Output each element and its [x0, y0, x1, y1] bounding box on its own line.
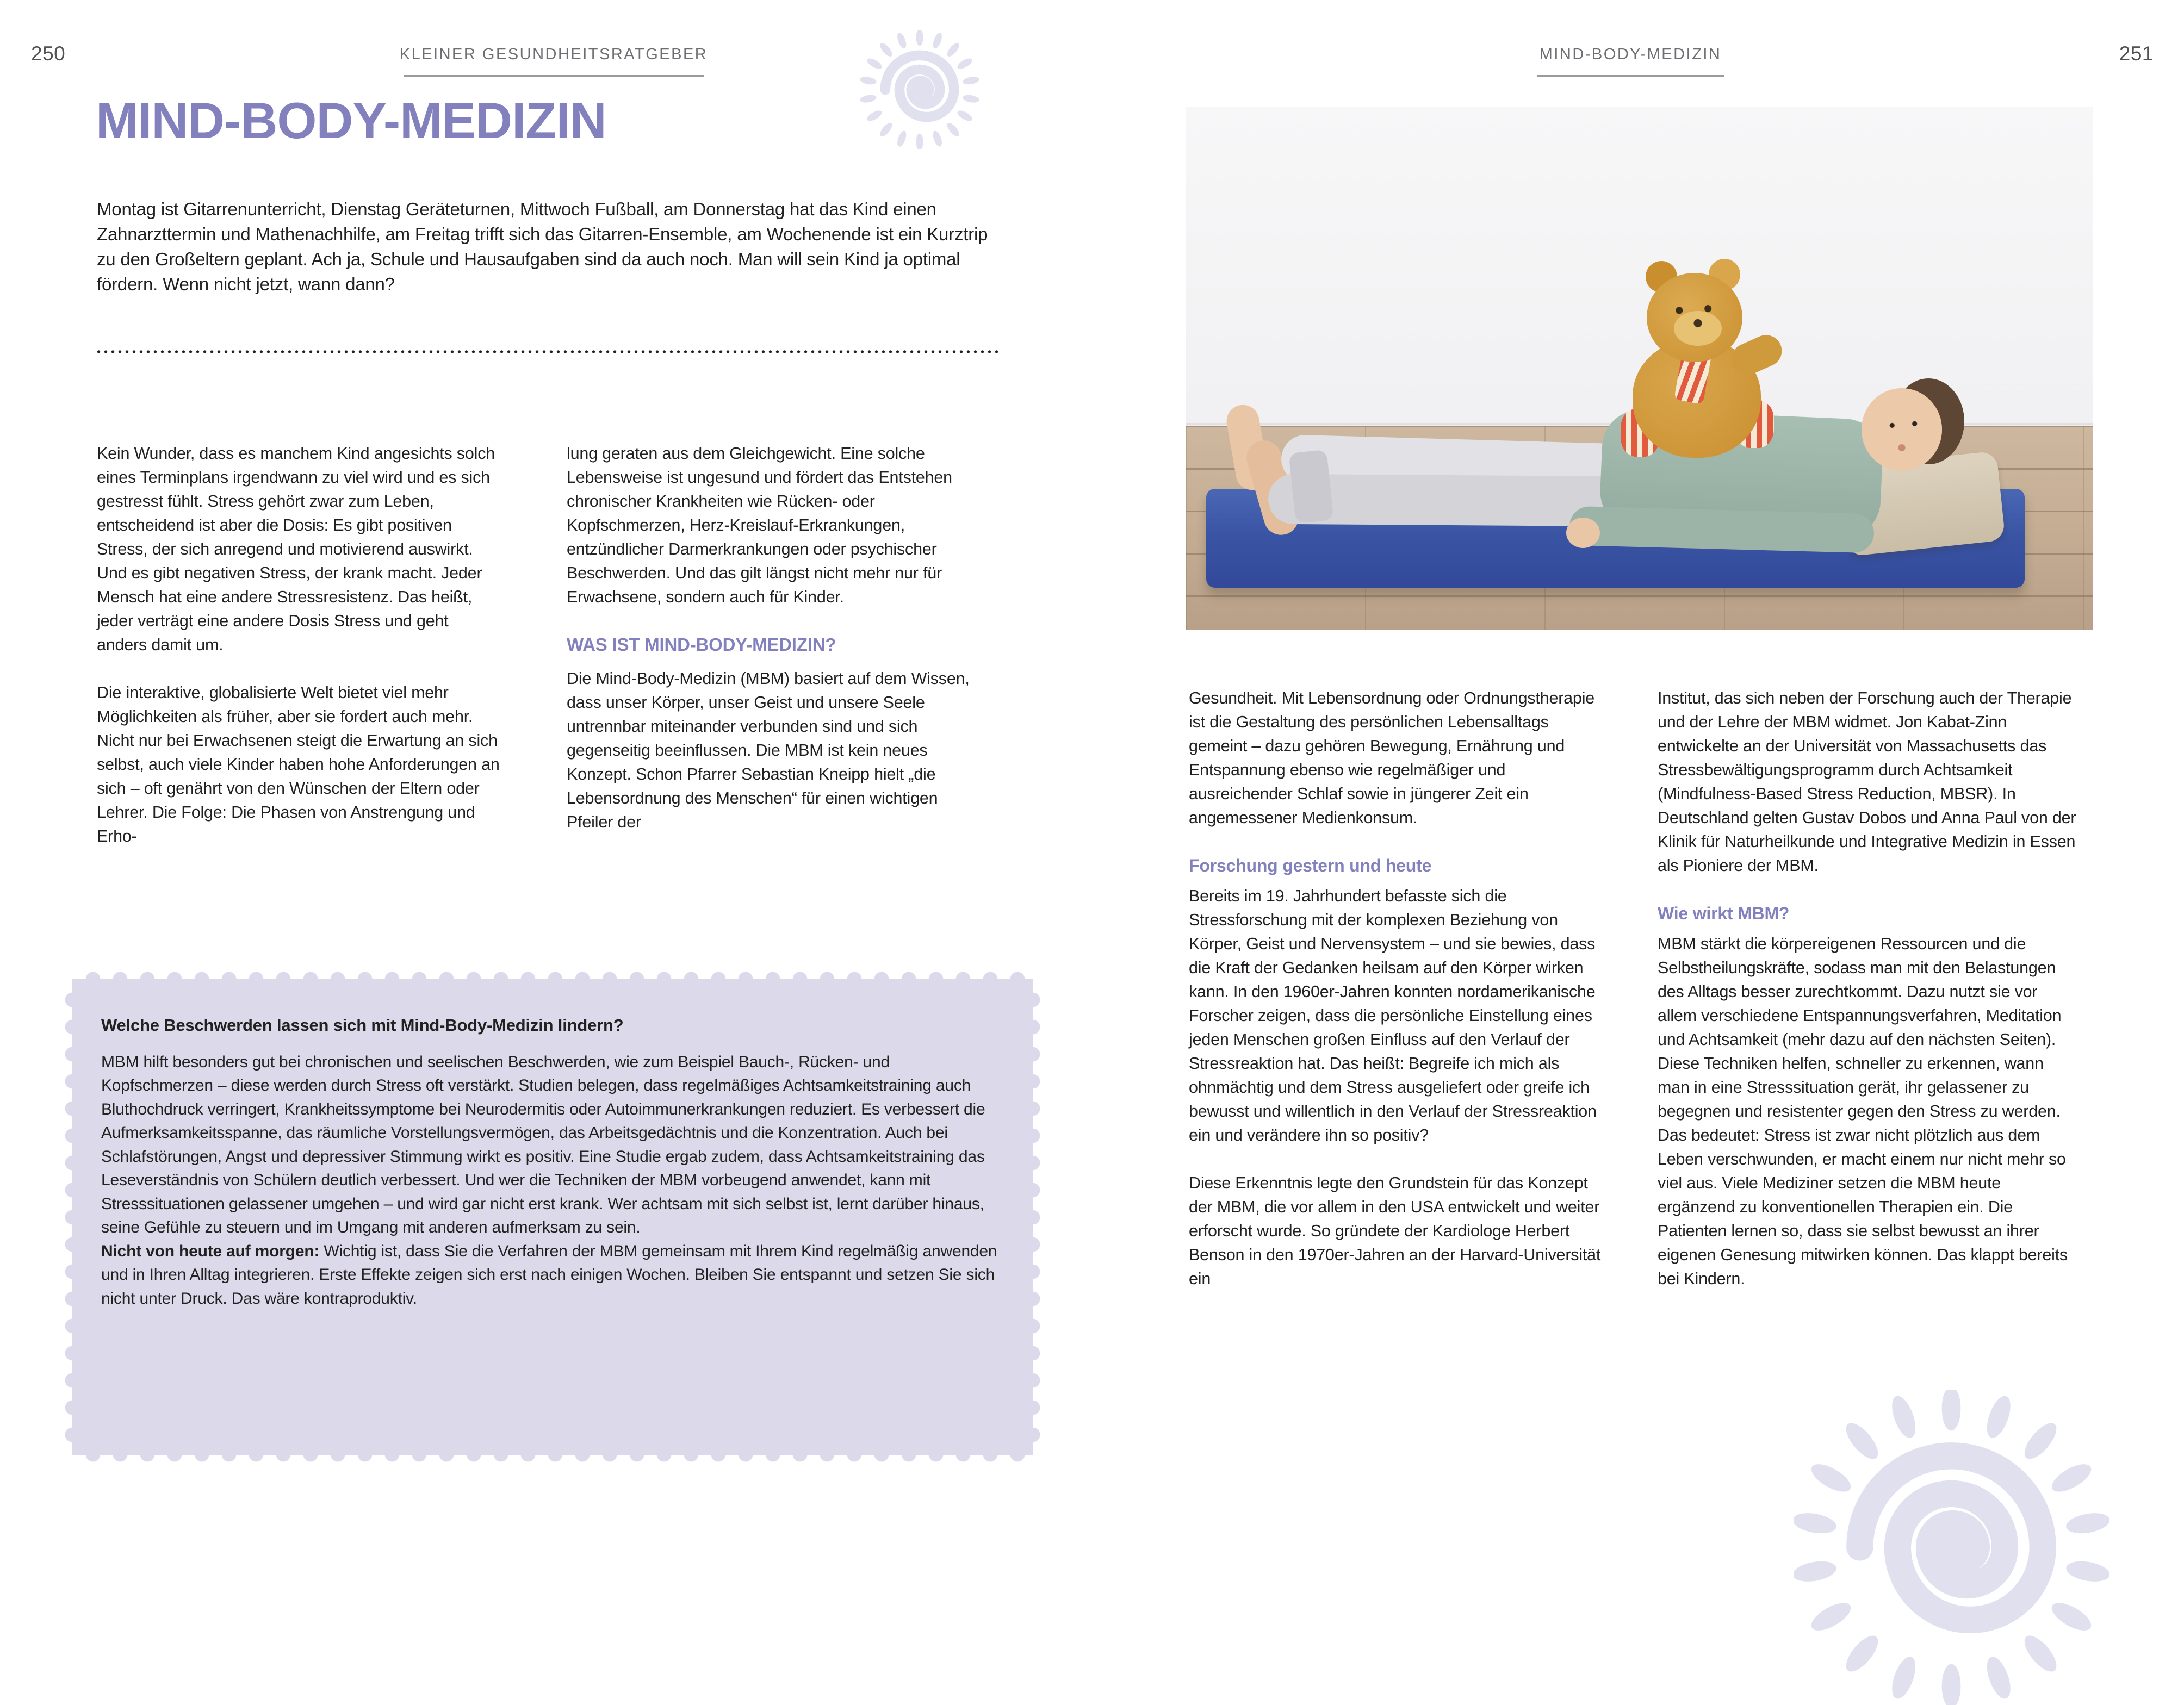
- body-paragraph: Die interaktive, globalisierte Welt bietet viel mehr Möglichkeiten als früher, aber sie fordert auch mehr. Nicht nur bei Erwachsenen steigt die Erwartung an sich selbst, auch viele Kinder haben hohe Anforderungen an sich – oft genährt von den Wünschen der Eltern oder Lehrer. Die Folge: Die Phasen von Anstrengung und Erho-: [97, 683, 500, 845]
- info-box-paragraph: MBM hilft besonders gut bei chronischen und seelischen Beschwerden, wie zum Beispiel Bauch-, Rücken- und Kopfschmerzen – diese werden durch Stress oft verstärkt. Studien belegen, dass regelmäßiges Achtsamkeitstraining auch Bluthochdruck verringert, Krankheitssymptome bei Neurodermitis oder Autoimmunerkrankungen reduziert. Es verbessert die Aufmerksamkeitsspanne, das räumliche Vorstellungsvermögen, das Arbeitsgedächtnis und die Konzentration. Auch bei Schlafstörungen, Angst und depressiver Stimmung wirkt es positiv. Eine Studie ergab zudem, dass Achtsamkeitstraining das Leseverständnis von Schülern deutlich verbessert. Und wer die Techniken der MBM vorbeugend anwendet, kann mit Stresssituationen gelassener umgehen – und wird gar nicht erst krank. Wer achtsam mit sich selbst ist, lernt darüber hinaus, seine Gefühle zu steuern und im Umgang mit anderen aufmerksam zu sein.: [101, 1053, 985, 1236]
- right-page-column-1: [1189, 686, 1608, 1315]
- info-box-text: [101, 1050, 1004, 1311]
- spiral-sun-icon: [1794, 1390, 2109, 1705]
- info-box-paragraph-2: Wichtig ist, dass Sie die Verfahren der MBM gemeinsam mit Ihrem Kind regelmäßig anwenden und in Ihren Alltag integrieren. Erste Effekte zeigen sich erst nach einigen Wochen. Bleiben Sie entspannt und setzen Sie sich nicht unter Druck. Das wäre kontraproduktiv.: [101, 1242, 997, 1308]
- body-paragraph: lung geraten aus dem Gleichgewicht. Eine solche Lebensweise ist ungesund und fördert das Entstehen chronischer Krankheiten wie Rücken- oder Kopfschmerzen, Herz-Kreislauf-Erkrankungen, entzündlicher Darmerkrankungen oder psychischer Beschwerden. Und das gilt längst nicht mehr nur für Erwachsene, sondern auch für Kinder.: [567, 444, 952, 606]
- child-hand: [1566, 518, 1600, 548]
- stamp-edge-left: [65, 986, 72, 1447]
- section-heading-wie-wirkt-mbm: Wie wirkt MBM?: [1658, 904, 1790, 923]
- body-paragraph: Bereits im 19. Jahrhundert befasste sich die Stressforschung mit der komplexen Beziehung von Körper, Geist und Nervensystem – und sie bewies, dass die Kraft der Gedanken heilsam auf den Körper wirken kann. In den 1960er-Jahren konnten nordamerikanische Forscher zeigen, dass die persönliche Einstellung eines jeden Menschen großen Einfluss auf den Verlauf der Stressreaktion hat. Das heißt: Begreife ich mich als ohnmächtig und dem Stress ausgeliefert oder greife ich bewusst und willentlich in den Verlauf der Stressreaktion ein und verändere ihn so positiv?: [1189, 887, 1597, 1144]
- right-page-column-2: [1658, 686, 2076, 1315]
- stamp-edge-bottom: [79, 1454, 1026, 1462]
- dotted-divider: [95, 349, 999, 353]
- teddy-bear-muzzle: [1674, 311, 1722, 346]
- left-page-column-2: [567, 441, 970, 858]
- page-number-left: 250: [31, 42, 66, 65]
- info-box-heading: Welche Beschwerden lassen sich mit Mind-Body-Medizin lindern?: [101, 1016, 624, 1035]
- pants-cuff: [1288, 450, 1333, 524]
- child-arm: [1569, 506, 1875, 553]
- photo-child-relaxing-with-teddy: [1186, 107, 2093, 630]
- running-header-rule-right: [1537, 75, 1724, 77]
- body-paragraph: Diese Erkenntnis legte den Grundstein für das Konzept der MBM, die vor allem in den USA entwickelt und weiter erforscht wurde. So gründete der Kardiologe Herbert Benson in den 1970er-Jahren an der Harvard-Universität ein: [1189, 1174, 1601, 1288]
- stamp-edge-right: [1033, 986, 1040, 1447]
- stamp-edge-top: [79, 972, 1026, 979]
- child-face: [1862, 388, 1942, 471]
- body-paragraph: MBM stärkt die körpereigenen Ressourcen und die Selbstheilungskräfte, sodass man mit den Belastungen des Alltags besser zurechtkommt. Dazu nutzt sie vor allem verschiedene Entspannungsverfahren, Meditation und Achtsamkeit (mehr dazu auf den nächsten Seiten). Diese Techniken helfen, schneller zu erkennen, wann man in eine Stresssituation gerät, ihr gelassener zu begegnen und resistenter gegen den Stress zu werden. Das bedeutet: Stress ist zwar nicht plötzlich aus dem Leben verschwunden, er macht einem nur nicht mehr so viel aus. Viele Mediziner setzen die MBM heute ergänzend zu konventionellen Therapien ein. Die Patienten lernen so, dass sie selbst bewusst an ihrer eigenen Genesung mitwirken können. Das klappt bereits bei Kindern.: [1658, 935, 2068, 1288]
- page-number-right: 251: [2119, 42, 2154, 65]
- info-box-bold-lead: Nicht von heute auf morgen:: [101, 1242, 320, 1260]
- spiral-sun-icon: [860, 30, 979, 149]
- running-header-right: MIND-BODY-MEDIZIN: [1539, 46, 1722, 63]
- section-heading-forschung: Forschung gestern und heute: [1189, 856, 1432, 875]
- info-box-stamp: [72, 979, 1033, 1455]
- body-paragraph: Institut, das sich neben der Forschung auch der Therapie und der Lehre der MBM widmet. Jon Kabat-Zinn entwickelte an der Universität von Massachusetts das Stressbewältigungsprogramm durch Achtsamkeit (Mindfulness-Based Stress Reduction, MBSR). In Deutschland gelten Gustav Dobos und Anna Paul von der Klinik für Naturheilkunde und Integrative Medizin in Essen als Pioniere der MBM.: [1658, 689, 2076, 875]
- intro-paragraph: Montag ist Gitarrenunterricht, Dienstag Geräteturnen, Mittwoch Fußball, am Donnerstag hat das Kind einen Zahnarzttermin und Mathenachhilfe, am Freitag trifft sich das Gitarren-Ensemble, am Wochenende ist ein Kurztrip zu den Großeltern geplant. Ach ja, Schule und Hausaufgaben sind da auch noch. Man will sein Kind ja optimal fördern. Wenn nicht jetzt, wann dann?: [97, 199, 988, 294]
- running-header-rule-left: [404, 75, 704, 77]
- running-header-left: KLEINER GESUNDHEITSRATGEBER: [399, 46, 708, 63]
- section-heading-was-ist-mbm: WAS IST MIND-BODY-MEDIZIN?: [567, 634, 836, 655]
- left-page-column-1: [97, 441, 500, 872]
- body-paragraph: Kein Wunder, dass es manchem Kind angesichts solch eines Terminplans irgendwann zu viel wird und es sich gestresst fühlt. Stress gehört zwar zum Leben, entscheidend ist aber die Dosis: Es gibt positiven Stress, der sich anregend und motivierend auswirkt. Und es gibt negativen Stress, der krank macht. Jeder Mensch hat eine andere Stressresistenz. Das heißt, jeder verträgt eine andere Dosis Stress und geht anders damit um.: [97, 444, 495, 654]
- body-paragraph: Gesundheit. Mit Lebensordnung oder Ordnungstherapie ist die Gestaltung des persönlichen Lebensalltags gemeint – dazu gehören Bewegung, Ernährung und Entspannung ebenso wie regelmäßiger und ausreichender Schlaf sowie in jüngerer Zeit ein angemessener Medienkonsum.: [1189, 689, 1595, 827]
- body-paragraph: Die Mind-Body-Medizin (MBM) basiert auf dem Wissen, dass unser Körper, unser Geist und unsere Seele untrennbar miteinander verbunden sind und sich gegenseitig beeinflussen. Die MBM ist kein neues Konzept. Schon Pfarrer Sebastian Kneipp hielt „die Lebensordnung des Menschen“ für einen wichtigen Pfeiler der: [567, 669, 970, 831]
- page-title: MIND-BODY-MEDIZIN: [96, 92, 606, 149]
